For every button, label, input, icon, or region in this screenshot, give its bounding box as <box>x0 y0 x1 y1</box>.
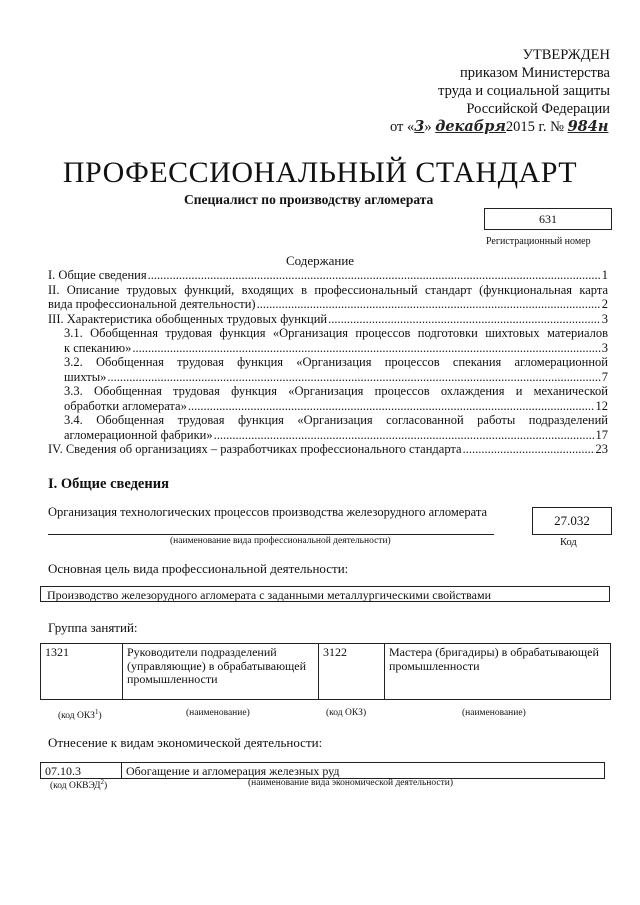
okz-caption-close: ) <box>98 711 102 722</box>
toc-page-number: 2 <box>601 297 608 311</box>
goal-label: Основная цель вида профессиональной деятельности: <box>48 561 349 576</box>
toc-entry-text-cont: вида профессиональной деятельности) <box>48 297 256 311</box>
registration-number-caption: Регистрационный номер <box>486 236 591 247</box>
toc-entry[interactable] <box>48 268 608 283</box>
date-year: 2015 г. № <box>505 119 564 135</box>
goal-box: Производство железорудного агломерата с заданными металлургическими свойствами <box>40 586 610 602</box>
toc-entry-text: 3.1. Обобщенная трудовая функция «Организация процессов подготовки шихтовых материалов <box>64 326 608 340</box>
okved-caption-text: (код ОКВЭД <box>50 781 101 792</box>
occupation-name-cell: Мастера (бригадиры) в обрабатывающей промышленности <box>385 644 611 700</box>
table-of-contents <box>48 268 608 457</box>
toc-entry[interactable] <box>48 355 608 384</box>
handwritten-month: декабря <box>435 118 506 135</box>
toc-page-number: 3 <box>601 340 608 355</box>
occupation-name-caption: (наименование) <box>186 708 250 718</box>
okz-code-cell: 1321 <box>41 644 123 700</box>
toc-entry-text-cont: обработки агломерата» <box>64 398 187 413</box>
activity-code-box: 27.032 <box>532 507 612 535</box>
toc-leader-dots <box>463 442 595 457</box>
toc-page-number: 1 <box>601 268 608 282</box>
toc-page-number: 17 <box>595 427 608 442</box>
toc-leader-dots <box>148 268 601 283</box>
toc-leader-dots <box>132 341 600 356</box>
okved-caption-close: ) <box>103 781 108 792</box>
toc-leader-dots <box>107 370 600 385</box>
toc-leader-dots <box>188 399 595 414</box>
economic-activity-label: Отнесение к видам экономической деятельности: <box>48 735 323 750</box>
table-row <box>41 644 611 700</box>
table-row <box>41 763 605 779</box>
registration-number-box: 631 <box>484 208 612 230</box>
document-title: ПРОФЕССИОНАЛЬНЫЙ СТАНДАРТ <box>62 156 578 189</box>
toc-page-number: 3 <box>601 311 608 326</box>
activity-code-caption: Код <box>560 537 577 548</box>
occupation-name-caption-2: (наименование) <box>462 708 526 718</box>
okz-code-caption-2: (код ОКЗ) <box>326 708 367 718</box>
toc-entry-text: I. Общие сведения <box>48 268 147 282</box>
toc-entry-text-cont: агломерационной фабрики» <box>64 427 213 442</box>
footnote-ref: 2 <box>100 778 104 786</box>
toc-entry[interactable] <box>48 312 608 327</box>
toc-page-number: 12 <box>595 398 608 413</box>
approval-line-1: УТВЕРЖДЕН <box>522 47 610 63</box>
activity-kind-underline <box>48 534 494 535</box>
toc-entry[interactable] <box>48 413 608 442</box>
approval-block <box>380 46 610 136</box>
okz-caption-text: (код ОКЗ <box>58 711 95 722</box>
approval-line-4: Российской Федерации <box>466 101 610 117</box>
toc-entry-text: IV. Сведения об организациях – разработчиках профессионального стандарта <box>48 442 462 456</box>
toc-title: Содержание <box>285 253 355 268</box>
toc-entry-text: 3.3. Обобщенная трудовая функция «Организация процессов охлаждения и механической <box>64 384 608 398</box>
economic-activity-table <box>40 762 605 779</box>
okved-code-cell: 07.10.3 <box>41 763 122 779</box>
occupation-name-cell: Руководители подразделений (управляющие) в обрабатывающей промышленности <box>123 644 319 700</box>
toc-entry[interactable] <box>48 384 608 413</box>
approval-line-3: труда и социальной защиты <box>438 83 610 99</box>
occupation-group-table <box>40 643 611 700</box>
toc-entry[interactable] <box>48 442 608 457</box>
toc-entry-text-cont: шихты» <box>64 369 107 384</box>
document-subtitle: Специалист по производству агломерата <box>184 192 434 207</box>
section-title: I. Общие сведения <box>48 476 169 492</box>
toc-leader-dots <box>328 312 601 327</box>
economic-activity-name-caption: (наименование вида экономической деятельности) <box>248 778 453 788</box>
economic-activity-name-cell: Обогащение и агломерация железных руд <box>122 763 605 779</box>
okz-code-caption <box>58 708 102 721</box>
toc-entry-text: 3.2. Обобщенная трудовая функция «Организация процессов спекания агломерационной <box>64 355 608 369</box>
toc-page-number: 23 <box>595 442 608 456</box>
toc-entry-text: III. Характеристика обобщенных трудовых функций <box>48 311 328 326</box>
toc-entry[interactable] <box>48 326 608 355</box>
approval-line-2: приказом Министерства <box>460 65 610 81</box>
toc-leader-dots <box>214 428 595 443</box>
okz-code-cell: 3122 <box>319 644 385 700</box>
toc-entry[interactable] <box>48 283 608 312</box>
handwritten-day: 3 <box>414 118 425 135</box>
toc-entry-text: 3.4. Обобщенная трудовая функция «Организация согласованной работы подразделений <box>64 413 608 427</box>
activity-kind-caption: (наименование вида профессиональной деятельности) <box>170 536 391 546</box>
date-day-close: » <box>424 119 432 135</box>
occupation-group-label: Группа занятий: <box>48 620 138 635</box>
toc-leader-dots <box>257 297 601 312</box>
approval-date-line <box>380 118 610 136</box>
date-prefix: от « <box>390 119 415 135</box>
footnote-ref: 1 <box>94 708 99 716</box>
toc-entry-text-cont: к спеканию» <box>64 340 132 355</box>
toc-entry-text: II. Описание трудовых функций, входящих в профессиональный стандарт (функциональная карта <box>48 282 608 297</box>
toc-page-number: 7 <box>601 369 608 384</box>
okved-code-caption <box>50 778 107 791</box>
handwritten-order-number: 984н <box>567 118 609 135</box>
activity-kind-text: Организация технологических процессов производства железорудного агломерата <box>48 505 487 519</box>
